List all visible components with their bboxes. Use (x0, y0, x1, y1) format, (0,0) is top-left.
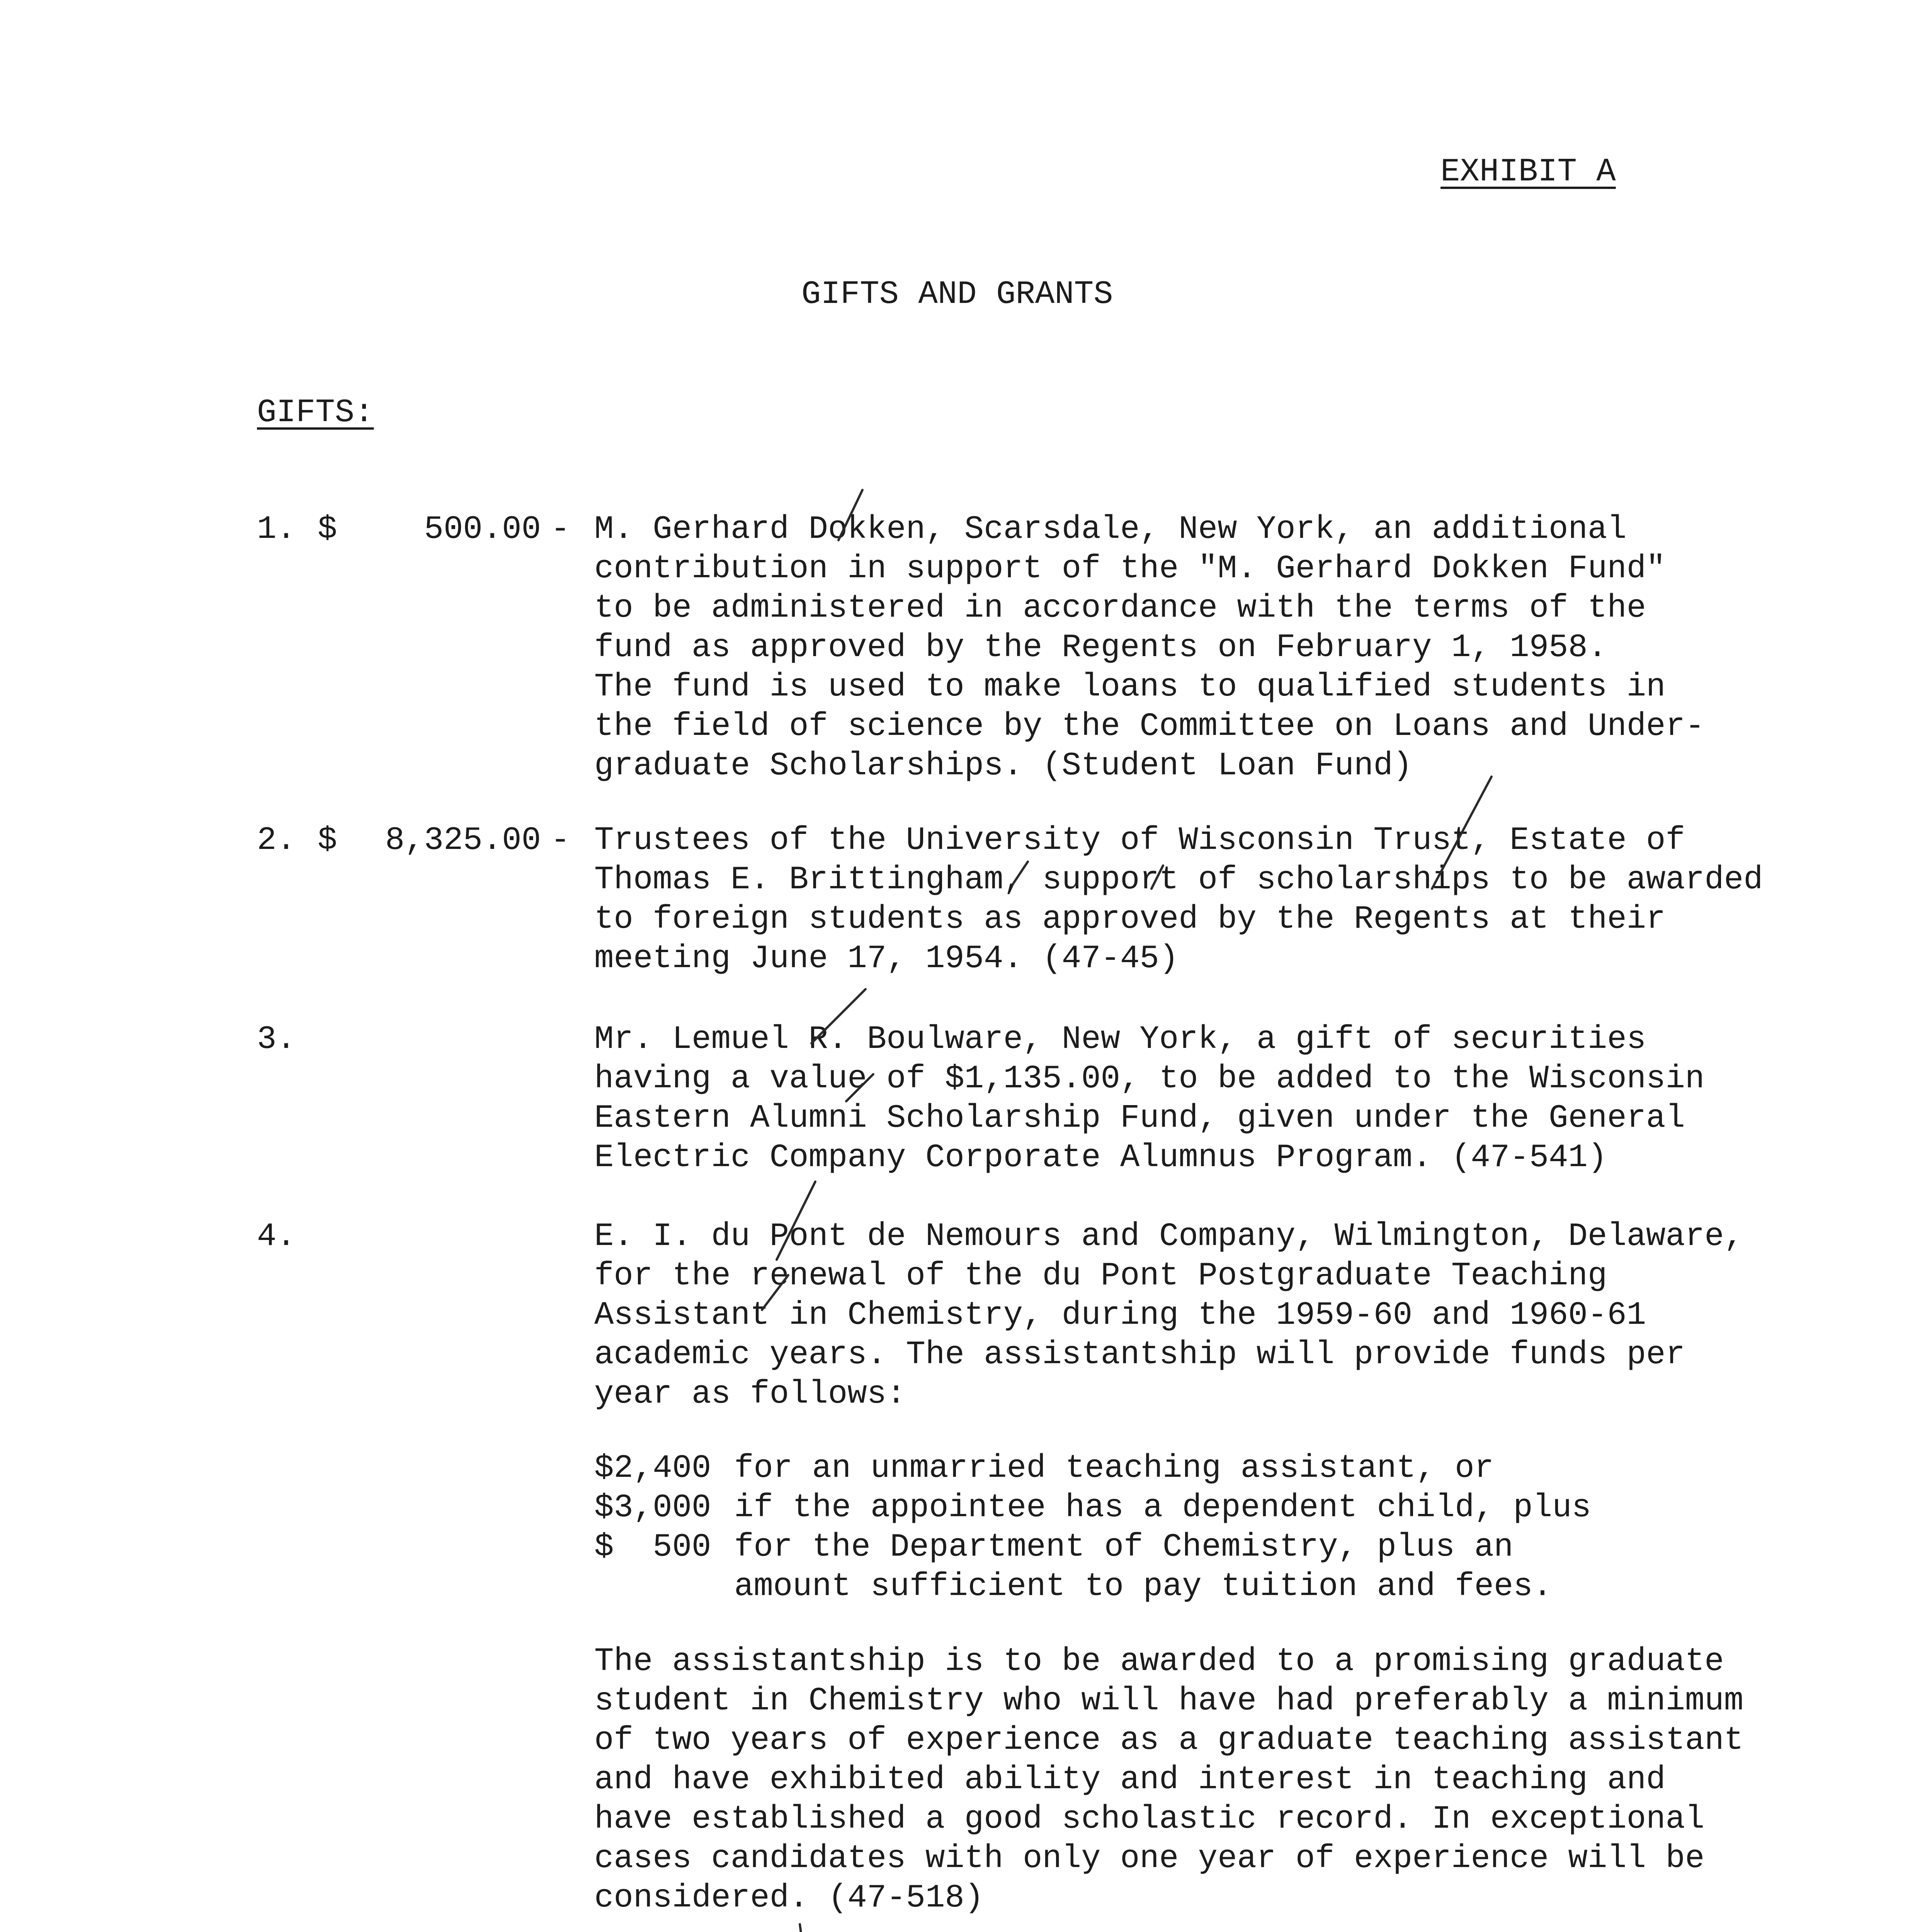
gift-amount: 500.00 (424, 511, 541, 548)
item-line: the field of science by the Committee on Loans and Under- (594, 708, 1705, 745)
item-line: Eastern Alumni Scholarship Fund, given under the General (594, 1100, 1685, 1137)
check-mark-icon (1151, 866, 1163, 889)
item-line: year as follows: (594, 1376, 906, 1413)
amount-dash: - (551, 822, 570, 859)
document-title: GIFTS AND GRANTS (801, 276, 1113, 313)
item-line: for the renewal of the du Pont Postgraduate Teaching (594, 1258, 1607, 1294)
item-line: student in Chemistry who will have had preferably a minimum (594, 1683, 1744, 1719)
check-mark-icon (1432, 777, 1492, 889)
item-line: to be administered in accordance with the terms of the (594, 590, 1646, 627)
check-mark-icon (1012, 862, 1028, 885)
exhibit-label: EXHIBIT A (1440, 154, 1616, 190)
check-mark-icon (777, 1182, 815, 1260)
schedule-text: if the appointee has a dependent child, plus (734, 1490, 1591, 1526)
item-line: contribution in support of the "M. Gerhard Dokken Fund" (594, 551, 1666, 587)
schedule-amount: $3,000 (594, 1490, 711, 1526)
amount-dash: - (551, 511, 570, 548)
item-line: of two years of experience as a graduate teaching assistant (594, 1722, 1744, 1759)
item-line: to foreign students as approved by the Regents at their (594, 901, 1666, 938)
check-mark-icon (762, 1275, 788, 1310)
currency-symbol: $ (318, 511, 337, 548)
item-line: have established a good scholastic record. In exceptional (594, 1801, 1705, 1838)
item-line: fund as approved by the Regents on February 1, 1958. (594, 629, 1607, 666)
item-line: meeting June 17, 1954. (47-45) (594, 940, 1179, 977)
schedule-amount: $ 500 (594, 1529, 711, 1566)
item-line: and have exhibited ability and interest in teaching and (594, 1762, 1666, 1798)
gift-amount: 8,325.00 (385, 822, 541, 859)
item-line: having a value of $1,135.00, to be added to the Wisconsin (594, 1061, 1705, 1097)
schedule-text: for an unmarried teaching assistant, or (734, 1450, 1494, 1487)
schedule-amount: $2,400 (594, 1450, 711, 1487)
item-line: considered. (47-518) (594, 1880, 984, 1917)
item-line: Mr. Lemuel R. Boulware, New York, a gift of securities (594, 1021, 1646, 1058)
item-number: 1. (257, 511, 296, 548)
schedule-text: for the Department of Chemistry, plus an (734, 1529, 1514, 1566)
item-line: M. Gerhard Dokken, Scarsdale, New York, an additional (594, 511, 1627, 548)
item-number: 4. (257, 1218, 296, 1255)
item-line: Electric Company Corporate Alumnus Program. (47-541) (594, 1139, 1607, 1176)
check-mark-icon (846, 1074, 873, 1101)
item-line: Thomas E. Brittingham, support of scholarships to be awarded (594, 862, 1763, 898)
section-heading-gifts: GIFTS: (257, 395, 374, 431)
item-line: E. I. du Pont de Nemours and Company, Wilmington, Delaware, (594, 1218, 1744, 1255)
check-mark-icon (811, 989, 866, 1043)
item-line: graduate Scholarships. (Student Loan Fund) (594, 748, 1413, 784)
item-line: Assistant in Chemistry, during the 1959-60 and 1960-61 (594, 1297, 1646, 1334)
check-mark-icon (800, 1924, 806, 1932)
schedule-text: amount sufficient to pay tuition and fees. (734, 1568, 1553, 1605)
check-mark-icon (838, 490, 862, 540)
item-number: 2. (257, 822, 296, 859)
item-line: cases candidates with only one year of experience will be (594, 1840, 1705, 1877)
item-line: The assistantship is to be awarded to a promising graduate (594, 1643, 1724, 1680)
item-line: Trustees of the University of Wisconsin Trust, Estate of (594, 822, 1685, 859)
item-line: The fund is used to make loans to qualified students in (594, 669, 1666, 706)
currency-symbol: $ (318, 822, 337, 859)
item-line: academic years. The assistantship will provide funds per (594, 1337, 1685, 1373)
item-number: 3. (257, 1021, 296, 1058)
